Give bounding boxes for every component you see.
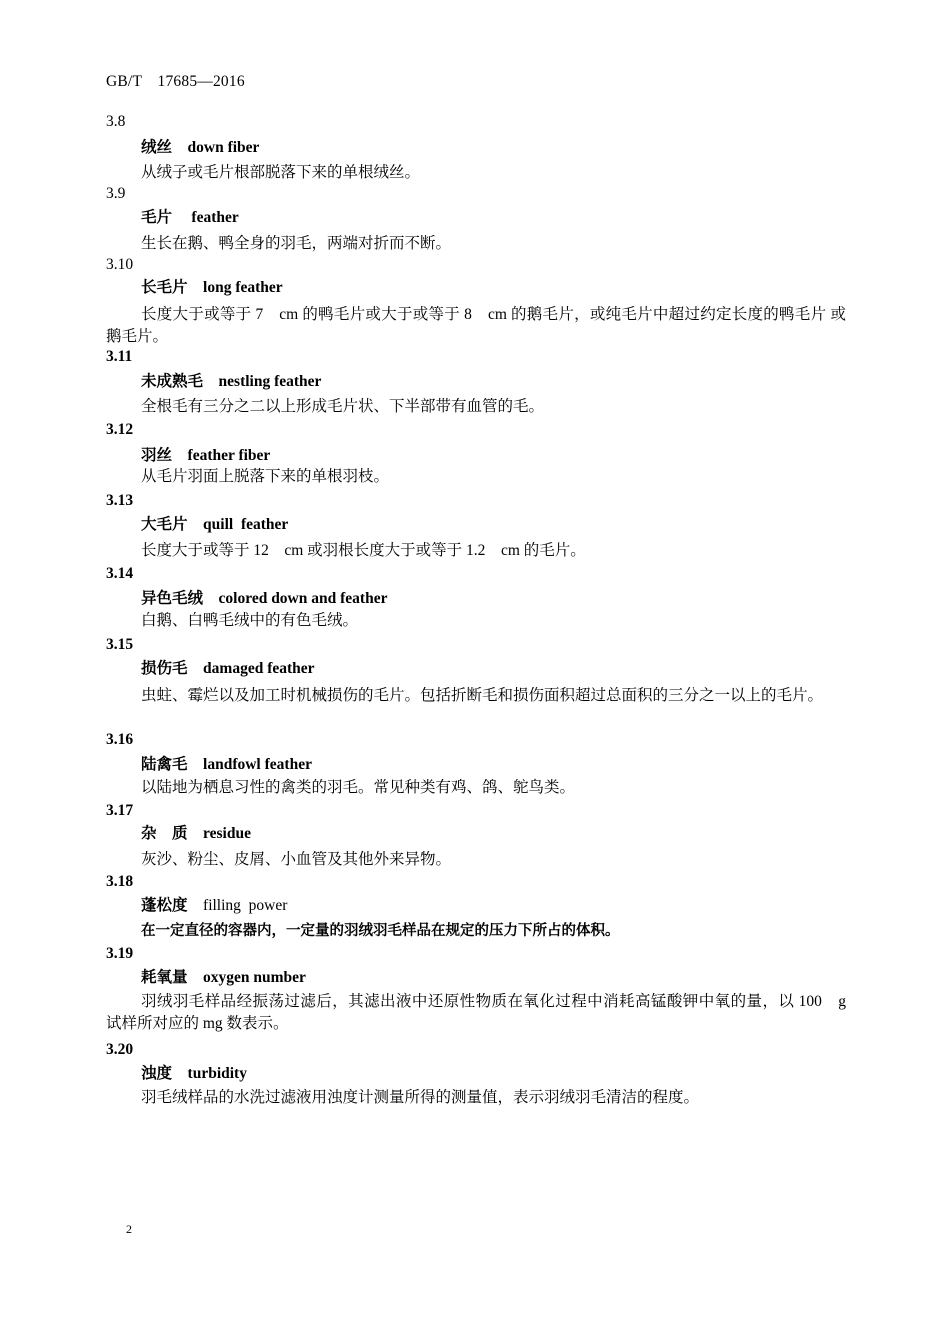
term-title-zh: 未成熟毛 bbox=[141, 373, 204, 390]
term-number: 3.17 bbox=[106, 802, 134, 819]
term-title bbox=[141, 446, 270, 466]
term-title-zh: 陆禽毛 bbox=[141, 756, 188, 773]
term-definition: 羽绒羽毛样品经振荡过滤后，其滤出液中还原性物质在氧化过程中消耗高锰酸钾中氧的量，以 100 g 试样所对应的 mg 数表示。 bbox=[106, 993, 846, 1032]
term-title bbox=[141, 515, 288, 535]
term-title-en: turbidity bbox=[187, 1065, 247, 1082]
term-title-en: landfowl feather bbox=[203, 756, 312, 773]
page-number: 2 bbox=[126, 1222, 132, 1236]
term-definition: 长度大于或等于 7 cm 的鸭毛片或大于或等于 8 cm 的鹅毛片，或纯毛片中超过约定长度的鸭毛片 或鹅毛片。 bbox=[106, 306, 846, 345]
term-title-zh: 杂 质 bbox=[141, 825, 188, 842]
document-code: GB/T 17685—2016 bbox=[106, 73, 245, 90]
term-title bbox=[141, 372, 321, 392]
term-definition: 生长在鹅、鸭全身的羽毛，两端对折而不断。 bbox=[141, 235, 452, 252]
term-number: 3.11 bbox=[106, 348, 133, 365]
term-title-zh: 损伤毛 bbox=[141, 660, 188, 677]
term-number: 3.18 bbox=[106, 873, 134, 890]
term-number: 3.14 bbox=[106, 565, 134, 582]
term-number: 3.9 bbox=[106, 185, 126, 202]
term-title-zh: 耗氧量 bbox=[141, 969, 188, 986]
term-title-zh: 羽丝 bbox=[141, 447, 173, 464]
term-title bbox=[141, 138, 259, 158]
term-title bbox=[141, 896, 287, 916]
term-definition: 长度大于或等于 12 cm 或羽根长度大于或等于 1.2 cm 的毛片。 bbox=[141, 542, 586, 559]
term-definition: 从绒子或毛片根部脱落下来的单根绒丝。 bbox=[141, 164, 421, 181]
term-number: 3.15 bbox=[106, 636, 134, 653]
term-title-en: colored down and feather bbox=[218, 590, 388, 607]
term-title-en: down fiber bbox=[187, 139, 260, 156]
term-number: 3.20 bbox=[106, 1041, 134, 1058]
term-title-zh: 长毛片 bbox=[141, 279, 188, 296]
term-title-en: nestling feather bbox=[218, 373, 322, 390]
term-definition: 全根毛有三分之二以上形成毛片状、下半部带有血管的毛。 bbox=[141, 398, 545, 415]
term-title-zh: 毛片 bbox=[141, 209, 173, 226]
term-number: 3.16 bbox=[106, 731, 134, 748]
term-title-en: filling power bbox=[203, 897, 288, 914]
term-number: 3.10 bbox=[106, 256, 134, 273]
term-title-zh: 蓬松度 bbox=[141, 897, 188, 914]
term-number: 3.13 bbox=[106, 492, 134, 509]
term-definition: 灰沙、粉尘、皮屑、小血管及其他外来异物。 bbox=[141, 851, 452, 868]
term-number: 3.19 bbox=[106, 945, 134, 962]
term-number: 3.8 bbox=[106, 113, 126, 130]
term-title-en: oxygen number bbox=[203, 969, 306, 986]
term-title bbox=[141, 589, 387, 609]
term-title-en: quill feather bbox=[203, 516, 289, 533]
term-title-zh: 浊度 bbox=[141, 1065, 173, 1082]
term-title-en: long feather bbox=[203, 279, 283, 296]
term-definition: 白鹅、白鸭毛绒中的有色毛绒。 bbox=[141, 612, 359, 629]
term-title-zh: 大毛片 bbox=[141, 516, 188, 533]
term-title bbox=[141, 1064, 247, 1084]
term-title-en: feather fiber bbox=[187, 447, 271, 464]
term-title bbox=[141, 968, 306, 988]
term-title bbox=[141, 208, 239, 228]
term-title bbox=[141, 824, 251, 844]
term-definition: 在一定直径的容器内，一定量的羽绒羽毛样品在规定的压力下所占的体积。 bbox=[141, 923, 620, 939]
term-number: 3.12 bbox=[106, 421, 134, 438]
term-definition: 从毛片羽面上脱落下来的单根羽枝。 bbox=[141, 468, 390, 485]
term-title bbox=[141, 659, 315, 679]
term-definition: 以陆地为栖息习性的禽类的羽毛。常见种类有鸡、鸽、鸵鸟类。 bbox=[141, 779, 576, 796]
term-title-en: damaged feather bbox=[203, 660, 315, 677]
term-title-zh: 绒丝 bbox=[141, 139, 173, 156]
term-title bbox=[141, 278, 283, 298]
term-title bbox=[141, 755, 312, 775]
term-title-en: feather bbox=[191, 209, 239, 226]
term-definition: 羽毛绒样品的水洗过滤液用浊度计测量所得的测量值，表示羽绒羽毛清洁的程度。 bbox=[141, 1089, 700, 1106]
term-title-en: residue bbox=[203, 825, 251, 842]
term-title-zh: 异色毛绒 bbox=[141, 590, 204, 607]
term-definition: 虫蛀、霉烂以及加工时机械损伤的毛片。包括折断毛和损伤面积超过总面积的三分之一以上的毛片。 bbox=[141, 687, 824, 704]
